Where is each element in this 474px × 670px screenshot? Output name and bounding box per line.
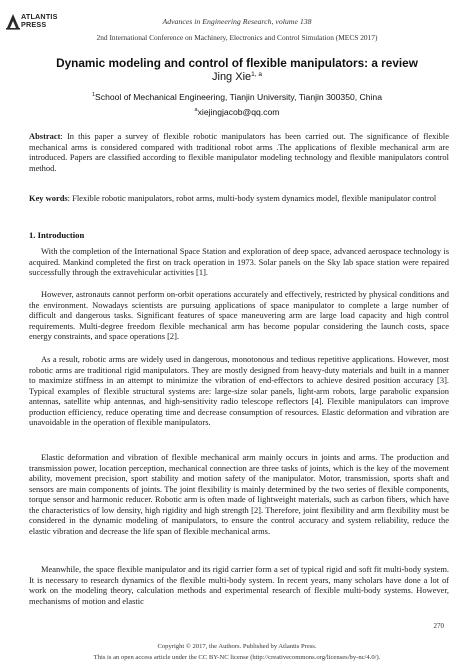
paragraph-1 [29, 246, 449, 278]
author [0, 71, 474, 83]
email-sup: a [194, 107, 198, 113]
paragraph-5 [29, 564, 449, 606]
abstract-text: : In this paper a survey of flexible robotic manipulators has been carried out. The significance of flexible mechanical arms is considered compared with traditional robot arms .The applications of flexible mechanical arm are introduced. Papers are classified according to flexible manipulator modeling technology and flexible manipulators control method. [29, 131, 449, 173]
abstract [29, 131, 449, 173]
page-number: 270 [433, 622, 444, 630]
paragraph-5-text: Meanwhile, the space flexible manipulator and its rigid carrier form a set of typical rigid and soft fit multi-body system. It is necessary to research dynamics of the flexible multi-body system. In recent years, many scholars have done a lot of work on the modeling theory, calculation methods and experimental research of flexible multi-body systems. However, mechanisms of motion and elastic [29, 564, 449, 606]
section-heading: 1. Introduction [29, 230, 85, 240]
keywords-label: Key words [29, 193, 68, 203]
paper-title: Dynamic modeling and control of flexible manipulators: a review [56, 56, 418, 70]
publisher-line2: PRESS [21, 20, 47, 30]
keywords-text: : Flexible robotic manipulators, robot arms, multi-body system dynamics model, flexible manipulator control [67, 193, 437, 203]
keywords [29, 193, 449, 204]
journal-title: Advances in Engineering Research, volume 138 [162, 17, 312, 26]
paragraph-2 [29, 289, 449, 342]
conference-name: 2nd International Conference on Machinery, Electronics and Control Simulation (MECS 2017) [96, 33, 378, 42]
paragraph-4 [29, 452, 449, 536]
paragraph-3-text: As a result, robotic arms are widely used in dangerous, monotonous and tedious repetitive applications. However, most robotic arms are traditional rigid manipulators. They are mostly designed from heavy-duty materials and built in a manner to maximize stiffness in an attempt to minimize the vibration of end-effectors to achieve desired position accuracy [3]. Typical examples of flexible structural systems are: large-size solar panels, light-arm robots, large parabolic expansion antennas, satellite whip antennas, and high-sensitivity radio telescope reflectors [4]. Flexible manipulators can improve production efficiency, reduce operating time and decrease consumption of resources. Elastic deformation and vibration are unavoidable in the operation of flexible manipulators. [29, 354, 449, 427]
paragraph-3 [29, 354, 449, 428]
email [0, 107, 474, 117]
affiliation-sup: 1 [91, 92, 96, 98]
paragraph-4-text: Elastic deformation and vibration of flexible mechanical arm mainly occurs in joints and arms. The production and transmission power, location perception, mechanical connection are three tasks of joints, which is the key of the movement ability, movement precision, sport stability and motion safety of the manipulator. Motor, transmission, sports shaft and sensors are main components of joints. The joint flexibility is mainly determined by the two series of flexible components, torque sensor and harmonic reducer. Robotic arm is often made of lightweight materials, such as carbon fibers, which have the characteristics of low density, high rigidity and high strength [2]. Therefore, joint flexibility and arm flexibility must be considered in the dynamic modeling of manipulators, to ensure the control accuracy and system reliability, reduce the elastic vibration and decrease the life span of flexible mechanical arms. [29, 452, 449, 536]
abstract-label: Abstract [29, 131, 61, 141]
paragraph-1-text: With the completion of the International Space Station and exploration of deep space, advanced aerospace technology is acquired. Mankind completed the first on track operation in 1973. Solar panels on the Sky lab space station were repaired successfully through the extravehicular activities [1]. [29, 246, 449, 277]
paragraph-2-text: However, astronauts cannot perform on-orbit operations accurately and effectively, restricted by physical conditions and the environment. Nowadays scientists are pursuing applications of space manipulator to complete a large number of difficult and dangerous tasks. Significant features of space maneuvering arm are large load capacity and high control requirements. Multi-degree freedom flexible mechanical arm has become popular considering the launch costs, space energy constraints, and space operations [2]. [29, 289, 449, 341]
author-name: Jing Xie [212, 71, 252, 83]
publisher-line1: ATLANTIS [21, 12, 58, 21]
author-sup: 1, a [251, 71, 262, 78]
affiliation [0, 92, 474, 102]
affiliation-text: School of Mechanical Engineering, Tianjin University, Tianjin 300350, China [95, 92, 382, 102]
footer-license: This is an open access article under the CC BY-NC license (http://creativecommons.org/licenses/by-nc/4.0/). [93, 654, 381, 661]
footer-copyright: Copyright © 2017, the Authors. Published by Atlantis Press. [157, 643, 317, 650]
email-text: xiejingjacob@qq.com [197, 107, 280, 117]
